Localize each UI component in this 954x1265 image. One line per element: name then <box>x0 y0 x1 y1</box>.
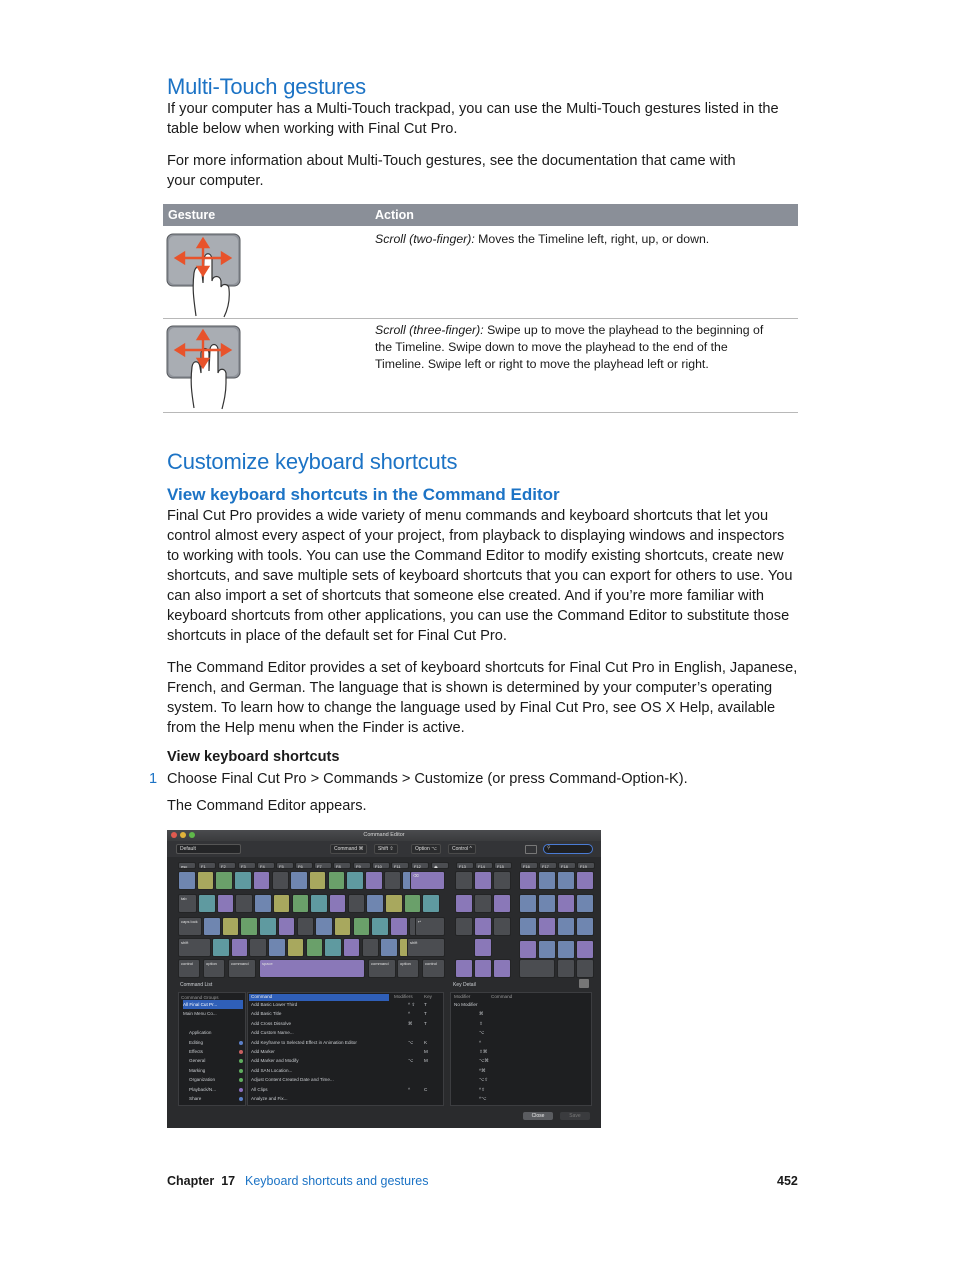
control-key[interactable]: control <box>422 959 445 978</box>
save-button[interactable]: Save <box>560 1112 590 1120</box>
command-group-label: Application <box>189 1030 212 1036</box>
function-key[interactable]: F11 <box>391 862 409 869</box>
keyboard-key[interactable] <box>249 938 267 957</box>
group-color-dot <box>239 1088 243 1092</box>
page-number: 452 <box>777 1174 798 1188</box>
command-key[interactable]: command <box>368 959 396 978</box>
key-detail-row[interactable]: ^⌥ <box>479 1096 487 1101</box>
tab-key[interactable]: tab <box>178 894 197 913</box>
key-detail-row[interactable]: No Modifier <box>454 1002 478 1007</box>
navigation-key[interactable] <box>455 894 473 913</box>
command-key[interactable]: command <box>228 959 256 978</box>
two-finger-scroll-illustration <box>166 231 246 321</box>
command-row[interactable] <box>248 1085 440 1094</box>
key-detail-row[interactable]: ^ <box>479 1039 482 1045</box>
command-group-label: Marking <box>189 1067 206 1073</box>
command-row[interactable] <box>248 1047 440 1056</box>
keyboard-key[interactable] <box>292 894 310 913</box>
command-group-item[interactable] <box>189 1085 249 1094</box>
numpad-key[interactable] <box>519 894 537 913</box>
paragraph: Final Cut Pro provides a wide variety of menu commands and keyboard shortcuts that let you control almost every aspect of your project, from playback to displaying windows and inspectors to working with tools. You can use the Command Editor to modify existing shortcuts, create new shortcuts, and save multiple sets of keyboard shortcuts that you can export for others to use. You can also import a set of shortcuts that someone else created. And if you’re more familiar with keyboard shortcuts from other applications, you can use the Command Editor to substitute those shortcuts in place of the default set for Final Cut Pro. <box>167 508 793 644</box>
keyboard-key[interactable] <box>380 938 398 957</box>
keyboard-key[interactable] <box>365 871 383 890</box>
option-key[interactable]: option <box>397 959 419 978</box>
command-group-label: Effects <box>189 1049 203 1054</box>
keyboard-key[interactable] <box>343 938 361 957</box>
modifier-column-header: Modifier <box>454 994 471 999</box>
key-detail-row[interactable]: ^⌘ <box>479 1067 486 1073</box>
virtual-keyboard <box>167 857 601 977</box>
step-result: The Command Editor appears. <box>167 798 367 814</box>
command-group-item[interactable] <box>189 1038 249 1047</box>
window-titlebar <box>167 830 601 841</box>
keyboard-key[interactable] <box>310 894 328 913</box>
function-key[interactable]: F10 <box>372 862 390 869</box>
keyboard-key[interactable] <box>385 894 403 913</box>
function-key[interactable]: ⏏ <box>431 862 449 869</box>
command-editor-window <box>167 830 601 1128</box>
group-color-dot <box>239 1069 243 1073</box>
keyboard-key[interactable] <box>404 894 422 913</box>
keyboard-key[interactable] <box>235 894 253 913</box>
function-key[interactable]: F13 <box>456 862 474 869</box>
keyboard-key[interactable] <box>334 917 352 936</box>
arrow-key[interactable] <box>493 959 511 978</box>
function-key[interactable]: F3 <box>238 862 256 869</box>
keyboard-key[interactable] <box>390 917 408 936</box>
preset-popup[interactable]: Default <box>176 844 241 854</box>
command-row[interactable] <box>248 1075 440 1084</box>
search-icon: ⚲ <box>547 845 551 851</box>
key-detail-row[interactable]: ⌥ <box>479 1030 485 1036</box>
close-button[interactable]: Close <box>523 1112 553 1120</box>
command-key: M <box>424 1058 428 1064</box>
command-name: Add Basic Title <box>251 1011 282 1017</box>
keyboard-key[interactable] <box>212 938 230 957</box>
space-key[interactable]: space <box>259 959 365 978</box>
keyboard-key[interactable] <box>348 894 366 913</box>
chapter-label: Chapter <box>167 1174 215 1188</box>
command-row[interactable] <box>248 1094 440 1103</box>
task-title: View keyboard shortcuts <box>167 749 340 765</box>
command-name: Add Custom Name... <box>251 1030 294 1036</box>
modifier-command-button[interactable]: Command ⌘ <box>330 844 367 854</box>
keyboard-key[interactable] <box>268 938 286 957</box>
command-group-label: Share <box>189 1096 202 1101</box>
keyboard-key[interactable] <box>353 917 371 936</box>
command-name: Add Marker and Modify <box>251 1058 299 1064</box>
keyboard-key[interactable] <box>234 871 252 890</box>
command-group-item[interactable] <box>189 1094 249 1103</box>
navigation-key[interactable] <box>474 871 492 890</box>
section-heading-customize: Customize keyboard shortcuts <box>167 449 458 474</box>
arrow-key[interactable] <box>455 959 473 978</box>
arrow-key[interactable] <box>474 938 492 957</box>
gesture-description: Moves the Timeline left, right, up, or down. <box>474 232 710 246</box>
keyboard-key[interactable] <box>306 938 324 957</box>
key-detail-row[interactable]: ⌥⌘ <box>479 1058 489 1064</box>
keyboard-key[interactable] <box>198 894 216 913</box>
command-group-item[interactable] <box>183 1009 243 1018</box>
function-key[interactable]: F15 <box>494 862 512 869</box>
command-group-item[interactable] <box>189 1075 249 1084</box>
command-key: K <box>424 1039 428 1045</box>
key-detail-row[interactable]: ⌘ <box>479 1011 484 1017</box>
numpad-key[interactable] <box>557 894 575 913</box>
numpad-key[interactable] <box>519 871 537 890</box>
column-header-gesture: Gesture <box>168 208 216 222</box>
search-field[interactable] <box>543 844 593 854</box>
command-modifiers: ⌘ <box>408 1020 413 1026</box>
function-key[interactable]: F9 <box>353 862 371 869</box>
gesture-term: Scroll (two-finger): <box>375 232 475 246</box>
keyboard-key[interactable] <box>371 917 389 936</box>
command-name: Adjust Content Created Date and Time... <box>251 1077 334 1083</box>
gesture-term: Scroll (three-finger): <box>375 323 484 337</box>
keyboard-key[interactable] <box>297 917 315 936</box>
numpad-key[interactable] <box>519 940 537 959</box>
command-group-label: General <box>189 1058 206 1064</box>
command-group-label: All Final Cut Pr... <box>183 1002 218 1007</box>
key-detail-row[interactable]: ^⇧ <box>479 1086 486 1092</box>
command-key: T <box>424 1020 427 1026</box>
keyboard-key[interactable] <box>324 938 342 957</box>
column-header-action: Action <box>375 208 414 222</box>
shift-left-key[interactable]: shift <box>178 938 211 957</box>
command-modifiers: ^ <box>408 1011 411 1017</box>
command-key: T <box>424 1002 427 1007</box>
numpad-key[interactable] <box>519 917 537 936</box>
numpad-key[interactable] <box>576 894 594 913</box>
command-modifiers: ^ ⇧ <box>408 1002 416 1007</box>
group-color-dot <box>239 1041 243 1045</box>
keyboard-key[interactable] <box>203 917 221 936</box>
command-name: Add Keyframe to Selected Effect in Animation Editor <box>251 1039 357 1045</box>
numpad-key[interactable] <box>557 940 575 959</box>
keyboard-key[interactable] <box>254 894 272 913</box>
shift-right-key[interactable]: shift <box>407 938 445 957</box>
keyboard-key[interactable] <box>278 917 296 936</box>
command-row[interactable] <box>248 1066 440 1075</box>
key-detail-pane <box>450 992 592 1106</box>
numpad-key[interactable] <box>538 940 556 959</box>
keyboard-key[interactable] <box>197 871 215 890</box>
keyboard-toggle-icon[interactable] <box>525 845 537 854</box>
command-row[interactable] <box>248 1056 440 1065</box>
numpad-key[interactable] <box>538 894 556 913</box>
command-modifiers: ⌥ <box>408 1039 414 1045</box>
command-name: All Clips <box>251 1086 268 1092</box>
command-row[interactable] <box>248 1028 440 1037</box>
function-key[interactable]: F4 <box>257 862 275 869</box>
numpad-key[interactable] <box>557 959 575 978</box>
footer-chapter <box>167 1174 235 1188</box>
control-key[interactable]: control <box>178 959 200 978</box>
function-key[interactable]: F12 <box>411 862 429 869</box>
command-key: C <box>424 1086 428 1092</box>
keyboard-key[interactable] <box>178 871 196 890</box>
keyboard-key[interactable] <box>222 917 240 936</box>
command-column-header[interactable]: Command <box>251 994 273 999</box>
function-key[interactable]: F6 <box>295 862 313 869</box>
command-group-label: Editing <box>189 1039 204 1045</box>
keyboard-key[interactable] <box>253 871 271 890</box>
table-row-divider <box>163 318 798 319</box>
modifier-control-button[interactable]: Control ^ <box>448 844 476 854</box>
gesture-action-text <box>375 231 765 248</box>
group-color-dot <box>239 1078 243 1082</box>
paragraph: The Command Editor provides a set of keyboard shortcuts for Final Cut Pro in English, Japanese, French, and German. The language that is shown is determined by your computer’s operating system. To learn how to change the language used by Final Cut Pro, see OS X Help, available from the Help menu when the Finder is active. <box>167 660 798 736</box>
navigation-key[interactable] <box>493 894 511 913</box>
command-list-pane <box>247 992 444 1106</box>
function-key[interactable]: F8 <box>333 862 351 869</box>
command-list-label: Command List <box>180 982 213 988</box>
numpad-key[interactable] <box>576 917 594 936</box>
numpad-key[interactable] <box>538 871 556 890</box>
command-editor-toolbar <box>167 841 601 857</box>
function-key[interactable]: F5 <box>276 862 294 869</box>
step-number: 1 <box>149 771 158 787</box>
command-key: T <box>424 1011 427 1017</box>
delete-key[interactable]: ⌫ <box>410 871 445 890</box>
keyboard-key[interactable] <box>309 871 327 890</box>
command-row[interactable] <box>248 1019 440 1028</box>
command-group-label: Playback/N... <box>189 1086 217 1092</box>
function-key[interactable]: F18 <box>558 862 576 869</box>
keyboard-key[interactable] <box>422 894 440 913</box>
function-key[interactable]: F7 <box>314 862 332 869</box>
command-modifiers: ⌥ <box>408 1058 414 1064</box>
command-group-item[interactable] <box>189 1019 249 1028</box>
key-detail-toggle-icon[interactable] <box>579 979 589 988</box>
window-title: Command Editor <box>363 832 405 838</box>
option-key[interactable]: option <box>203 959 225 978</box>
arrow-key[interactable] <box>474 959 492 978</box>
function-key[interactable]: F16 <box>520 862 538 869</box>
chapter-number: 17 <box>221 1174 236 1188</box>
command-row[interactable] <box>248 1038 440 1047</box>
command-modifiers: ^ <box>408 1086 411 1092</box>
function-key[interactable]: F17 <box>539 862 557 869</box>
groups-header: Command Groups <box>181 995 219 1000</box>
command-key: M <box>424 1049 428 1054</box>
keyboard-key[interactable] <box>384 871 402 890</box>
key-detail-row[interactable]: ⇧⌘ <box>479 1049 488 1054</box>
keyboard-key[interactable] <box>259 917 277 936</box>
command-group-item[interactable] <box>183 1000 243 1009</box>
keyboard-key[interactable] <box>215 871 233 890</box>
key-detail-label: Key Detail <box>453 982 476 988</box>
command-name: Add Basic Lower Third <box>251 1002 298 1007</box>
function-key[interactable]: esc <box>178 862 196 869</box>
keyboard-key[interactable] <box>366 894 384 913</box>
command-name: Add SAN Location... <box>251 1067 293 1073</box>
group-color-dot <box>239 1097 243 1101</box>
keyboard-key[interactable] <box>315 917 333 936</box>
numpad-key[interactable] <box>538 917 556 936</box>
function-key[interactable]: F19 <box>577 862 595 869</box>
navigation-key[interactable] <box>474 894 492 913</box>
group-color-dot <box>239 1050 243 1054</box>
gesture-action-text <box>375 322 765 373</box>
keyboard-key[interactable] <box>273 894 291 913</box>
caps-lock-key[interactable]: caps lock <box>178 917 202 936</box>
keyboard-key[interactable] <box>240 917 258 936</box>
subheading-command-editor: View keyboard shortcuts in the Command Editor <box>167 485 560 504</box>
command-group-label: Organization <box>189 1077 216 1083</box>
numpad-zero-key[interactable] <box>519 959 555 978</box>
function-key[interactable]: F2 <box>218 862 236 869</box>
keyboard-key[interactable] <box>287 938 305 957</box>
key-detail-row[interactable]: ⇧ <box>479 1020 483 1026</box>
numpad-key[interactable] <box>576 940 594 959</box>
keyboard-key[interactable] <box>328 871 346 890</box>
return-key[interactable]: ↩ <box>415 917 445 936</box>
navigation-key[interactable] <box>455 917 473 936</box>
command-row[interactable] <box>248 1009 440 1018</box>
command-group-label: Main Menu Co... <box>183 1011 217 1017</box>
keyboard-key[interactable] <box>362 938 380 957</box>
numpad-key[interactable] <box>576 871 594 890</box>
command-group-item[interactable] <box>189 1056 249 1065</box>
command-group-item[interactable] <box>189 1028 249 1037</box>
command-column-header-detail: Command <box>491 994 513 999</box>
command-group-item[interactable] <box>189 1066 249 1075</box>
step-text: Choose Final Cut Pro > Commands > Customize (or press Command-Option-K). <box>167 771 688 787</box>
function-key[interactable]: F14 <box>475 862 493 869</box>
keyboard-key[interactable] <box>217 894 235 913</box>
three-finger-scroll-illustration <box>166 323 246 413</box>
keyboard-key[interactable] <box>329 894 347 913</box>
navigation-key[interactable] <box>474 917 492 936</box>
navigation-key[interactable] <box>493 871 511 890</box>
gesture-description: Swipe up to move the playhead to the beginning of the Timeline. Swipe down to move the playhead to the end of the Timeline. Swipe left or right to move the playhead left or right. <box>375 323 764 371</box>
function-key[interactable]: F1 <box>198 862 216 869</box>
navigation-key[interactable] <box>493 917 511 936</box>
table-bottom-rule <box>163 412 798 413</box>
key-detail-row[interactable]: ⌥⇧ <box>479 1077 489 1083</box>
command-group-item[interactable] <box>189 1047 249 1056</box>
command-groups-pane <box>178 992 246 1106</box>
numpad-key[interactable] <box>557 917 575 936</box>
table-header <box>163 204 798 226</box>
paragraph: For more information about Multi-Touch gestures, see the documentation that came with your computer. <box>167 153 736 189</box>
footer-chapter-title-link[interactable]: Keyboard shortcuts and gestures <box>245 1174 429 1188</box>
group-color-dot <box>239 1059 243 1063</box>
navigation-key[interactable] <box>455 871 473 890</box>
command-row[interactable] <box>248 1000 440 1009</box>
keyboard-key[interactable] <box>272 871 290 890</box>
keyboard-key[interactable] <box>346 871 364 890</box>
section-heading-multitouch: Multi-Touch gestures <box>167 74 366 99</box>
modifier-shift-button[interactable]: Shift ⇧ <box>374 844 398 854</box>
keyboard-key[interactable] <box>231 938 249 957</box>
command-name: Add Marker <box>251 1049 275 1054</box>
numpad-key[interactable] <box>576 959 594 978</box>
modifiers-column-header[interactable]: Modifiers <box>394 994 413 999</box>
command-name: Analyze and Fix... <box>251 1096 288 1101</box>
command-name: Add Cross Dissolve <box>251 1020 292 1026</box>
numpad-key[interactable] <box>557 871 575 890</box>
keyboard-key[interactable] <box>290 871 308 890</box>
paragraph: If your computer has a Multi-Touch trackpad, you can use the Multi-Touch gestures listed in the table below when working with Final Cut Pro. <box>167 101 779 137</box>
key-column-header[interactable]: Key <box>424 994 432 999</box>
modifier-option-button[interactable]: Option ⌥ <box>411 844 441 854</box>
